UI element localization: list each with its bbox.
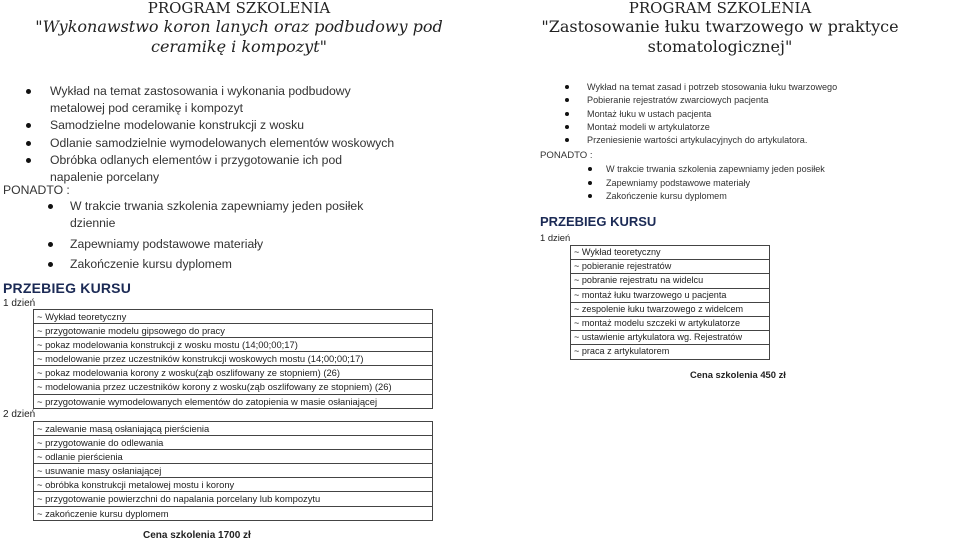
left-title-name-line1: "Wykonawstwo koron lanych oraz podbudowy pod [35,17,443,36]
table-row: ~ obróbka konstrukcji metalowej mostu i korony [34,478,432,492]
table-row: ~ zalewanie masą osłaniającą pierścienia [34,422,432,436]
list-item: Montaż łuku w ustach pacjenta [561,108,941,121]
left-ponadto-label: PONADTO : [3,183,70,197]
table-row: ~ Wykład teoretyczny [34,310,432,324]
list-item-text-cont: dziennie [70,216,116,231]
table-row: ~ pokaz modelowania korony z wosku(ząb oszlifowany ze stopniem) (26) [34,366,432,380]
list-item-text: Zapewniamy podstawowe materiały [70,236,264,251]
list-item-text-cont: metalowej pod ceramikę i kompozyt [50,101,244,116]
left-day1-label: 1 dzień [3,298,36,309]
left-program-title [0,0,478,57]
right-day1-label: 1 dzień [540,232,571,243]
list-item: Zakończenie kursu dyplomem [561,190,941,204]
table-row: ~ montaż modelu szczeki w artykulatorze [571,317,769,331]
right-title-heading: PROGRAM SZKOLENIA [628,0,812,17]
table-row: ~ odlanie pierścienia [34,450,432,464]
table-row: ~ modelowanie przez uczestników konstrukcji woskowych mostu (14;00;00;17) [34,352,432,366]
list-item-text: Zakończenie kursu dyplomem [70,257,232,272]
left-price: Cena szkolenia 1700 zł [143,530,251,541]
left-ponadto-list [0,198,400,276]
left-title-heading: PROGRAM SZKOLENIA [147,0,331,17]
table-row: ~ zakończenie kursu dyplomem [34,507,432,521]
list-item-text: Wykład na temat zastosowania i wykonania podbudowy [50,84,351,98]
list-item [0,135,400,152]
right-title-name-line1: "Zastosowanie łuku twarzowego w praktyce [541,17,899,36]
table-row: ~ ustawienie artykulatora wg. Rejestratów [571,331,769,345]
table-row: ~ Wykład teoretyczny [571,246,769,260]
right-intro-list [561,81,941,147]
list-item: Pobieranie rejestratów zwarciowych pacjenta [561,94,941,107]
left-intro-list [0,83,400,186]
table-row: ~ pokaz modelowania konstrukcji z wosku mostu (14;00;00;17) [34,338,432,352]
table-row: ~ pobranie rejestratu na widelcu [571,274,769,288]
list-item-text: Odlanie samodzielnie wymodelowanych elementów woskowych [50,135,395,150]
left-title-name-line2: ceramikę i kompozyt" [151,37,327,56]
table-row: ~ usuwanie masy osłaniającej [34,464,432,478]
right-title-name-line2: stomatologicznej" [647,37,793,56]
list-item [0,152,400,186]
list-item [0,117,400,134]
right-price: Cena szkolenia 450 zł [690,369,786,380]
list-item: W trakcie trwania szkolenia zapewniamy jeden posiłek [561,163,941,177]
list-item-text: Samodzielne modelowanie konstrukcji z wosku [50,118,305,133]
table-row: ~ montaż łuku twarzowego u pacjenta [571,289,769,303]
list-item [0,236,400,253]
table-row: ~ zespolenie łuku twarzowego z widelcem [571,303,769,317]
list-item: Przeniesienie wartości artykulacyjnych do artykulatora. [561,134,941,147]
list-item-text: Obróbka odlanych elementów i przygotowanie ich pod [50,152,342,167]
list-item: Zapewniamy podstawowe materiały [561,177,941,191]
list-item: Montaż modeli w artykulatorze [561,121,941,134]
table-row: ~ przygotowanie modelu gipsowego do pracy [34,324,432,338]
list-item [0,256,400,273]
table-row: ~ praca z artykulatorem [571,345,769,359]
right-ponadto-list [561,163,941,204]
table-row: ~ przygotowanie do odlewania [34,436,432,450]
left-przebieg-heading: PRZEBIEG KURSU [3,280,132,296]
right-ponadto-label: PONADTO : [540,150,593,161]
left-day2-table [33,421,433,521]
right-day1-table [570,245,770,360]
list-item [0,198,400,233]
left-day2-label: 2 dzień [3,409,36,420]
list-item [0,83,400,117]
table-row: ~ przygotowanie powierzchni do napalania porcelany lub kompozytu [34,492,432,506]
list-item-text: W trakcie trwania szkolenia zapewniamy jeden posiłek [70,199,364,213]
right-program-title [481,0,959,57]
list-item: Wykład na temat zasad i potrzeb stosowania łuku twarzowego [561,81,941,94]
table-row: ~ pobieranie rejestratów [571,260,769,274]
table-row: ~ przygotowanie wymodelowanych elementów do zatopienia w masie osłaniającej [34,395,432,409]
table-row: ~ modelowania przez uczestników korony z wosku(ząb oszlifowany ze stopniem) (26) [34,380,432,394]
right-przebieg-heading: PRZEBIEG KURSU [540,214,657,229]
list-item-text-cont: napalenie porcelany [50,170,160,185]
left-day1-table [33,309,433,409]
